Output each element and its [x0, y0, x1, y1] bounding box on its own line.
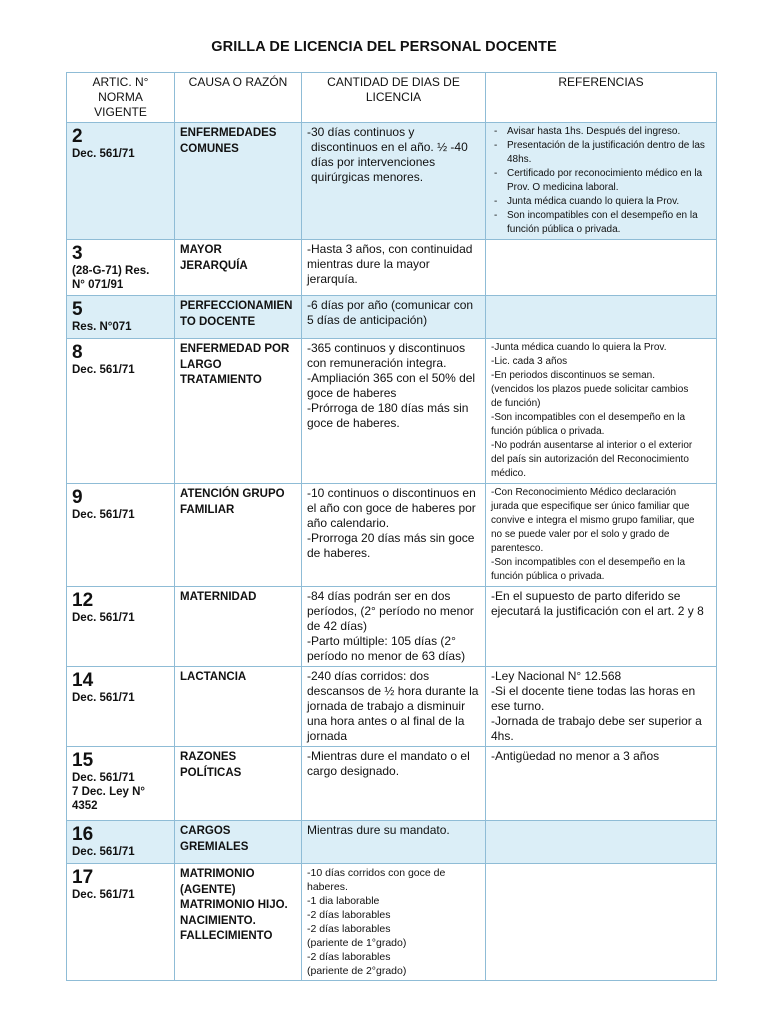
cell-article: [67, 864, 175, 981]
table-row: [67, 821, 717, 864]
cell-article: [67, 240, 175, 296]
table-row: [67, 123, 717, 240]
days-text: -1 dia laborable: [307, 895, 380, 907]
cell-cause: [175, 123, 302, 240]
reference-text: -Ley Nacional N° 12.568: [491, 669, 622, 683]
reference-text: -En el supuesto de parto diferido se: [491, 589, 681, 603]
cause-text: NACIMIENTO.: [180, 914, 256, 927]
page-title: GRILLA DE LICENCIA DEL PERSONAL DOCENTE: [211, 39, 557, 55]
article-norm: Dec. 561/71: [72, 612, 135, 624]
cell-days: [302, 667, 486, 747]
list-item: - Avisar hasta 1hs. Después del ingreso.: [491, 125, 711, 139]
cell-references: [486, 864, 717, 981]
table-row: [67, 667, 717, 747]
table-row: [67, 747, 717, 821]
article-norm: Dec. 561/71: [72, 772, 135, 784]
reference-text: (vencidos los plazos puede solicitar cambios: [491, 384, 689, 395]
cell-days: [302, 821, 486, 864]
days-text: con remuneración integra.: [307, 356, 447, 370]
cause-text: ENFERMEDAD POR: [180, 343, 290, 355]
days-text: Mientras dure su mandato.: [307, 823, 450, 837]
reference-text: -Si el docente tiene todas las horas en: [491, 684, 696, 698]
table-row: [67, 240, 717, 296]
cell-days: [302, 123, 486, 240]
reference-text: -No podrán ausentarse al interior o el exterior: [491, 440, 693, 451]
article-number: 14: [72, 670, 94, 691]
cell-days: [302, 484, 486, 587]
days-text: -2 días laborables: [307, 909, 391, 921]
days-text: (pariente de 1°grado): [307, 937, 407, 949]
article-number: 8: [72, 342, 83, 363]
reference-text: ese turno.: [491, 699, 545, 713]
cell-cause: [175, 667, 302, 747]
days-text: cargo designado.: [307, 764, 400, 778]
cause-text: ATENCIÓN GRUPO: [180, 488, 285, 500]
article-number: 2: [72, 126, 83, 147]
license-grid-table: [66, 72, 717, 981]
reference-text: médico.: [491, 468, 527, 479]
article-norm: Dec. 561/71: [72, 692, 135, 704]
list-item: - Certificado por reconocimiento médico en la Prov. O medicina laboral.: [491, 167, 711, 195]
days-text: -2 días laborables: [307, 923, 391, 935]
days-text: discontinuos en el año. ½ -40: [311, 140, 468, 154]
days-text: de haberes.: [307, 546, 371, 560]
cause-text: TRATAMIENTO: [180, 374, 262, 386]
days-text: -2 días laborables: [307, 951, 391, 963]
table-row: [67, 587, 717, 667]
cause-text: TO DOCENTE: [180, 315, 256, 328]
days-text: -84 días podrán ser en dos: [307, 589, 451, 603]
article-norm: Res. N°071: [72, 321, 132, 333]
reference-text: de función): [491, 398, 541, 409]
cell-cause: [175, 821, 302, 864]
header-referencias: REFERENCIAS: [486, 73, 717, 123]
days-text: -30 días continuos y: [307, 125, 415, 139]
article-norm: Dec. 561/71: [72, 846, 135, 858]
days-text: -Ampliación 365 con el 50% del: [307, 371, 476, 385]
article-norm: Dec. 561/71: [72, 509, 135, 521]
reference-text: -Son incompatibles con el desempeño en la: [491, 557, 686, 568]
days-text: jerarquía.: [307, 272, 358, 286]
reference-text: -En periodos discontinuos se seman.: [491, 370, 655, 381]
table-row: [67, 296, 717, 339]
days-text: jornada: [307, 729, 348, 743]
table-row: [67, 339, 717, 484]
article-norm: (28-G-71) Res.: [72, 265, 150, 277]
cell-cause: [175, 747, 302, 821]
cell-cause: [175, 240, 302, 296]
cell-days: [302, 864, 486, 981]
cell-references: [486, 587, 717, 667]
article-number: 15: [72, 750, 94, 771]
cell-article: [67, 667, 175, 747]
days-text: el año con goce de haberes por: [307, 501, 476, 515]
cell-article: [67, 747, 175, 821]
days-text: goce de haberes: [307, 386, 397, 400]
days-text: año calendario.: [307, 516, 390, 530]
cause-text: MATRIMONIO HIJO.: [180, 899, 288, 911]
cell-days: [302, 747, 486, 821]
cell-references: [486, 821, 717, 864]
cause-text: COMUNES: [180, 142, 239, 155]
header-articulo: ARTIC. N° NORMA VIGENTE: [67, 73, 175, 123]
table-row: [67, 864, 717, 981]
reference-text: parentesco.: [491, 543, 544, 554]
header-causa: CAUSA O RAZÓN: [175, 73, 302, 123]
reference-text: -Junta médica cuando lo quiera la Prov.: [491, 342, 667, 353]
days-text: 5 días de anticipación): [307, 313, 428, 327]
cell-cause: [175, 484, 302, 587]
reference-text: -Antigüedad no menor a 3 años: [491, 749, 660, 763]
article-norm: Dec. 561/71: [72, 148, 135, 160]
cause-text: (AGENTE): [180, 883, 236, 896]
days-text: descansos de ½ hora durante la: [307, 684, 479, 698]
cell-article: [67, 296, 175, 339]
cell-article: [67, 484, 175, 587]
reference-text: función pública o privada.: [491, 571, 605, 582]
cause-text: FALLECIMIENTO: [180, 930, 273, 942]
cell-article: [67, 587, 175, 667]
reference-text: -Jornada de trabajo debe ser superior a: [491, 714, 702, 728]
article-number: 17: [72, 867, 94, 888]
days-text: -240 días corridos: dos: [307, 669, 430, 683]
cell-cause: [175, 864, 302, 981]
days-text: -Prórroga de 180 días más sin: [307, 401, 469, 415]
cell-article: [67, 821, 175, 864]
cell-days: [302, 339, 486, 484]
days-text: (pariente de 2°grado): [307, 965, 407, 977]
days-text: quirúrgicas menores.: [311, 170, 424, 184]
list-item: - Junta médica cuando lo quiera la Prov.: [491, 195, 711, 209]
article-norm: N° 071/91: [72, 279, 124, 291]
cause-text: MATRIMONIO: [180, 868, 255, 880]
list-item: - Son incompatibles con el desempeño en la función pública o privada.: [491, 209, 711, 237]
reference-text: función pública o privada.: [491, 426, 605, 437]
header-cantidad: CANTIDAD DE DIAS DE LICENCIA: [302, 73, 486, 123]
reference-text: jurada que especifique ser único familiar que: [491, 501, 690, 512]
days-text: período no menor de 63 días): [307, 649, 466, 663]
article-norm: Dec. 561/71: [72, 364, 135, 376]
reference-text: -Lic. cada 3 años: [491, 356, 568, 367]
cell-days: [302, 240, 486, 296]
article-number: 3: [72, 243, 83, 264]
days-text: -Parto múltiple: 105 días (2°: [307, 634, 456, 648]
article-norm: Dec. 561/71: [72, 889, 135, 901]
days-text: -Hasta 3 años, con continuidad: [307, 242, 473, 256]
cell-days: [302, 587, 486, 667]
days-text: haberes.: [307, 881, 348, 893]
cell-references: [486, 667, 717, 747]
cell-references: [486, 240, 717, 296]
days-text: -6 días por año (comunicar con: [307, 298, 474, 312]
cause-text: LACTANCIA: [180, 671, 247, 683]
cause-text: POLÍTICAS: [180, 766, 242, 779]
article-number: 16: [72, 824, 94, 845]
reference-text: no se puede valer por el solo y grado de: [491, 529, 670, 540]
article-number: 5: [72, 299, 83, 320]
days-text: jornada de trabajo a disminuir: [307, 699, 466, 713]
article-number: 9: [72, 487, 83, 508]
reference-text: 4hs.: [491, 729, 514, 743]
cell-article: [67, 123, 175, 240]
references-list: [491, 125, 711, 237]
cell-references: [486, 123, 717, 240]
cause-text: MAYOR: [180, 244, 222, 256]
days-text: días por intervenciones: [311, 155, 436, 169]
cause-text: RAZONES: [180, 751, 237, 763]
cell-references: [486, 484, 717, 587]
cell-references: [486, 747, 717, 821]
days-text: -10 días corridos con goce de: [307, 867, 446, 879]
cause-text: JERARQUÍA: [180, 259, 248, 272]
days-text: períodos, (2° período no menor: [307, 604, 474, 618]
cause-text: ENFERMEDADES: [180, 127, 277, 139]
days-text: una hora antes o al final de la: [307, 714, 465, 728]
days-text: goce de haberes.: [307, 416, 400, 430]
article-norm: 4352: [72, 800, 98, 812]
cause-text: FAMILIAR: [180, 503, 235, 516]
cause-text: MATERNIDAD: [180, 591, 257, 603]
reference-text: del país sin autorización del Reconocimiento: [491, 454, 689, 465]
reference-text: -Con Reconocimiento Médico declaración: [491, 487, 677, 498]
cause-text: GREMIALES: [180, 840, 249, 853]
reference-text: -Son incompatibles con el desempeño en la: [491, 412, 686, 423]
cause-text: CARGOS: [180, 825, 231, 837]
days-text: mientras dure la mayor: [307, 257, 430, 271]
days-text: -Mientras dure el mandato o el: [307, 749, 470, 763]
days-text: -10 continuos o discontinuos en: [307, 486, 476, 500]
cell-references: [486, 339, 717, 484]
cell-days: [302, 296, 486, 339]
cell-cause: [175, 339, 302, 484]
table-body: [67, 123, 717, 981]
cell-cause: [175, 587, 302, 667]
cell-cause: [175, 296, 302, 339]
article-number: 12: [72, 590, 94, 611]
cell-references: [486, 296, 717, 339]
cause-text: PERFECCIONAMIEN: [180, 300, 293, 312]
cause-text: LARGO: [180, 358, 222, 371]
reference-text: ejecutará la justificación con el art. 2 y 8: [491, 604, 704, 618]
table-row: [67, 484, 717, 587]
cell-article: [67, 339, 175, 484]
days-text: -Prorroga 20 días más sin goce: [307, 531, 475, 545]
reference-text: convive e integra el mismo grupo familiar, que: [491, 515, 695, 526]
days-text: de 42 días): [307, 619, 368, 633]
days-text: -365 continuos y discontinuos: [307, 341, 466, 355]
list-item: - Presentación de la justificación dentro de las 48hs.: [491, 139, 711, 167]
article-norm: 7 Dec. Ley N°: [72, 786, 145, 798]
